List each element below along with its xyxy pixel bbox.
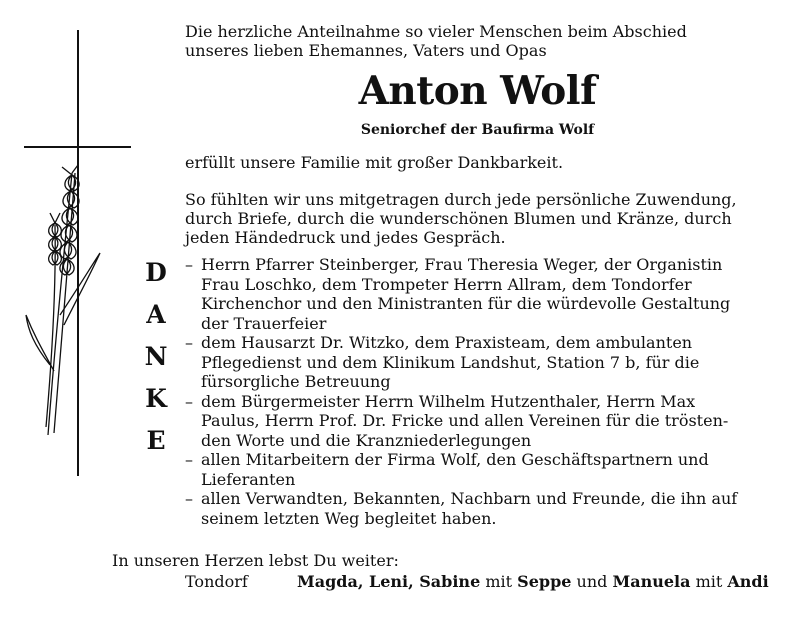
dash-marker: – bbox=[185, 489, 193, 508]
intro-text bbox=[185, 22, 687, 60]
danke-letter: E bbox=[146, 426, 166, 455]
support-line: durch Briefe, durch die wunderschönen Blumen und Kränze, durch bbox=[185, 209, 732, 228]
danke-letter: A bbox=[146, 300, 166, 329]
thanks-item bbox=[185, 392, 770, 451]
thanks-item bbox=[185, 255, 770, 333]
thanks-line: Herrn Pfarrer Steinberger, Frau Theresia Weger, der Organistin bbox=[201, 255, 723, 274]
thanks-line: Frau Loschko, dem Trompeter Herrn Allram, dem Tondorfer bbox=[201, 274, 692, 294]
place-name: Tondorf bbox=[185, 572, 248, 591]
intro-line: Die herzliche Anteilnahme so vieler Menschen beim Abschied bbox=[185, 22, 687, 41]
danke-letter: K bbox=[145, 384, 167, 413]
thanks-line: Kirchenchor und den Ministranten für die würdevolle Gestaltung bbox=[201, 294, 731, 313]
thanks-line: fürsorgliche Betreuung bbox=[201, 372, 391, 391]
signer-name: Manuela bbox=[612, 572, 691, 591]
closing-line bbox=[112, 551, 399, 570]
thanks-line: seinem letzten Weg begleitet haben. bbox=[201, 508, 497, 528]
wheat-ear-icon bbox=[20, 165, 110, 440]
support-line: So fühlten wir uns mitgetragen durch jede persönliche Zuwendung, bbox=[185, 190, 737, 209]
thanks-list bbox=[185, 255, 770, 528]
deceased-name: Anton Wolf bbox=[358, 68, 597, 114]
dash-marker: – bbox=[185, 255, 193, 274]
signer-name: Andi bbox=[727, 572, 769, 591]
signer-connector: mit bbox=[695, 572, 723, 591]
danke-letter: D bbox=[145, 258, 167, 287]
thanks-line: Paulus, Herrn Prof. Dr. Fricke und allen Vereinen für die trösten- bbox=[201, 411, 729, 430]
signer-connector: und bbox=[576, 572, 608, 591]
closing-text: In unseren Herzen lebst Du weiter: bbox=[112, 551, 399, 570]
thanks-line: allen Mitarbeitern der Firma Wolf, den Geschäftspartnern und bbox=[201, 450, 709, 469]
cross-icon-horizontal-bar bbox=[24, 146, 131, 148]
support-paragraph bbox=[185, 190, 737, 247]
thanks-item bbox=[185, 489, 770, 528]
thanks-item bbox=[185, 333, 770, 392]
thanks-line: allen Verwandten, Bekannten, Nachbarn und Freunde, die ihn auf bbox=[201, 489, 738, 508]
thanks-line: dem Hausarzt Dr. Witzko, dem Praxisteam, dem ambulanten bbox=[201, 333, 693, 352]
thanks-line: dem Bürgermeister Herrn Wilhelm Hutzenthaler, Herrn Max bbox=[201, 391, 696, 411]
thanks-line: den Worte und die Kranzniederlegungen bbox=[201, 430, 532, 450]
support-line: jeden Händedruck und jedes Gespräch. bbox=[185, 228, 506, 247]
signer-names: Magda, Leni, Sabine bbox=[297, 572, 481, 591]
signers bbox=[297, 572, 769, 591]
gratitude-line: erfüllt unsere Familie mit großer Dankbarkeit. bbox=[185, 153, 564, 172]
signer-name: Seppe bbox=[517, 572, 572, 591]
intro-line: unseres lieben Ehemannes, Vaters und Opas bbox=[185, 41, 547, 60]
thanks-line: der Trauerfeier bbox=[201, 313, 327, 333]
dash-marker: – bbox=[185, 391, 193, 411]
thanks-line: Pflegedienst und dem Klinikum Landshut, Station 7 b, für die bbox=[201, 352, 700, 372]
danke-vertical-word bbox=[138, 252, 174, 462]
deceased-title: Seniorchef der Baufirma Wolf bbox=[360, 122, 595, 138]
thanks-line: Lieferanten bbox=[201, 469, 296, 489]
dash-marker: – bbox=[185, 333, 193, 352]
danke-letter: N bbox=[144, 342, 168, 371]
dash-marker: – bbox=[185, 450, 193, 469]
signer-connector: mit bbox=[485, 572, 513, 591]
thanks-item bbox=[185, 450, 770, 489]
